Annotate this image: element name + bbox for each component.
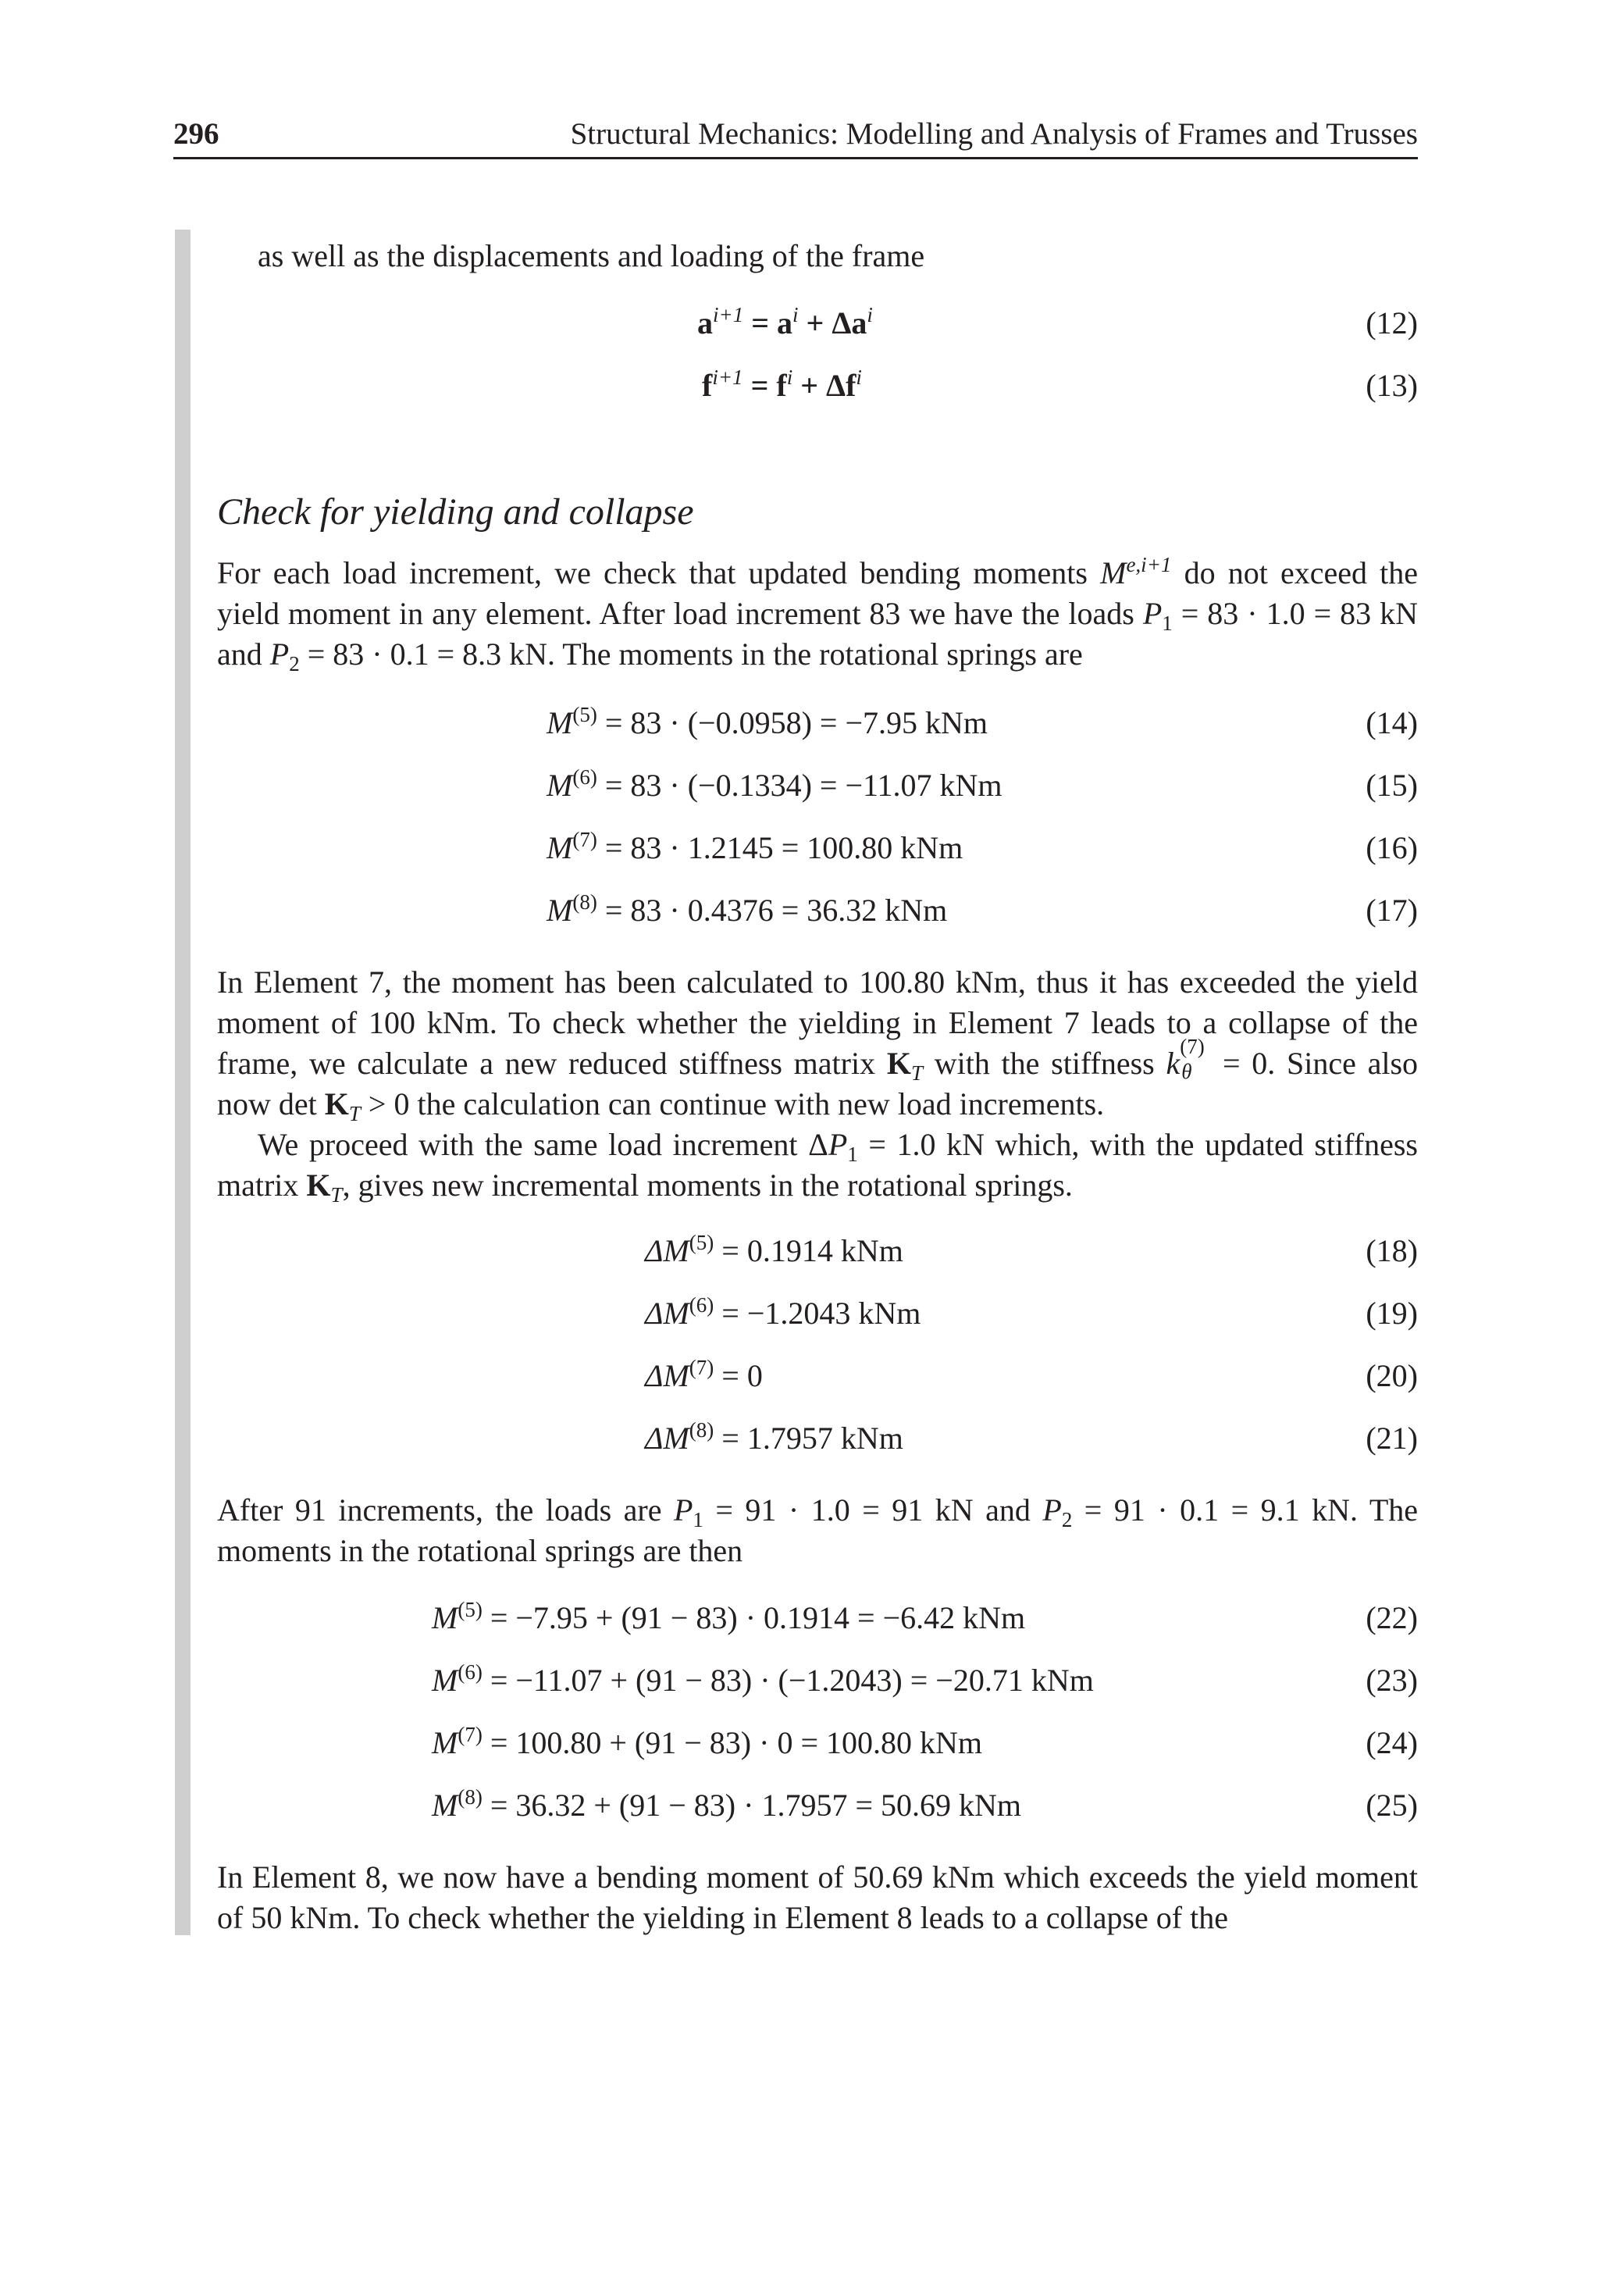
equation-number: (18) <box>1366 1233 1418 1268</box>
equation-number: (25) <box>1366 1788 1418 1823</box>
paragraph-3: We proceed with the same load increment $\Delta P_1 = 1.0$ kN which, with the updated stiffness matrix $K_T$, gives new incremental moments in the rotational springs. <box>217 1127 1418 1207</box>
equation-number: (21) <box>1366 1421 1418 1456</box>
equation-number: (22) <box>1366 1600 1418 1635</box>
paragraph-2: In Element 7, the moment has been calculated to 100.80 kNm, thus it has exceeded the yield moment of 100 kNm. To check whether the yielding in Element 7 leads to a collapse of the frame, we calculate a new reduced stiffness matrix $K_T$ with the stiffness k (7) θ = 0. Since also now $\det K_T > 0$ the calculation can continue with new load increments. <box>217 964 1419 1126</box>
equation-17-body: $M^{(8)} = 83 \cdot 0.4376 = 36.32$ kNm <box>547 890 948 928</box>
equation-number: (23) <box>1366 1663 1418 1698</box>
equation-23 <box>0 1660 1599 1701</box>
equation-13-body: $f^{i+1} = f^i + \Delta f^i$ <box>702 365 862 403</box>
running-title: Structural Mechanics: Modelling and Analysis of Frames and Trusses <box>570 117 1418 151</box>
equation-14 <box>0 703 1599 743</box>
equation-number: (12) <box>1366 305 1418 340</box>
paragraph-5: In Element 8, we now have a bending moment of 50.69 kNm which exceeds the yield moment of 50 kNm. To check whether the yielding in Element 8 leads to a collapse of the <box>217 1859 1418 1935</box>
equation-21-body: $\Delta M^{(8)} = 1.7957$ kNm <box>645 1418 903 1456</box>
paragraph-1: For each load increment, we check that updated bending moments $M^{e,i+1}$ do not exceed the yield moment in any element. After load increment 83 we have the loads $P_1 = 83 \cdot 1.0 = 83$ kN and $P_2 = 83 \cdot 0.1 = 8.3$ kN. The moments in the rotational springs are <box>217 553 1419 676</box>
running-header <box>173 116 1418 159</box>
equation-14-body: $M^{(5)} = 83 \cdot (-0.0958) = -7.95$ kNm <box>547 703 988 740</box>
equation-number: (19) <box>1366 1296 1418 1331</box>
equation-12 <box>0 303 1599 344</box>
equation-16-body: $M^{(7)} = 83 \cdot 1.2145 = 100.80$ kNm <box>547 828 963 865</box>
equation-19 <box>0 1293 1599 1334</box>
equation-13 <box>0 365 1599 406</box>
equation-number: (16) <box>1366 830 1418 865</box>
equation-18 <box>0 1231 1599 1271</box>
equation-17 <box>0 890 1599 931</box>
equation-19-body: $\Delta M^{(6)} = -1.2043$ kNm <box>645 1293 921 1331</box>
equation-25-body: $M^{(8)} = 36.32 + (91 - 83) \cdot 1.7957 = 50.69$ kNm <box>432 1785 1022 1823</box>
equation-number: (14) <box>1366 705 1418 740</box>
equation-20-body: $\Delta M^{(7)} = 0$ <box>645 1356 763 1393</box>
equation-number: (13) <box>1366 368 1418 403</box>
equation-15 <box>0 765 1599 806</box>
header-rule <box>173 157 1418 159</box>
paragraph-4: After 91 increments, the loads are $P_1 = 91 \cdot 1.0 = 91$ kN and $P_2 = 91 \cdot 0.1 = 9.1$ kN. The moments in the rotational springs are then <box>217 1492 1419 1568</box>
page-number: 296 <box>173 117 219 151</box>
equation-12-body: $a^{i+1} = a^i + \Delta a^i$ <box>697 303 873 340</box>
equation-16 <box>0 828 1599 868</box>
equation-22 <box>0 1598 1599 1638</box>
equation-15-body: $M^{(6)} = 83 \cdot (-0.1334) = -11.07$ kNm <box>547 765 1002 803</box>
equation-23-body: $M^{(6)} = -11.07 + (91 - 83) \cdot (-1.2043) = -20.71$ kNm <box>432 1660 1094 1698</box>
section-heading: Check for yielding and collapse <box>217 491 694 533</box>
equation-24 <box>0 1723 1599 1763</box>
equation-number: (15) <box>1366 768 1418 803</box>
equation-24-body: $M^{(7)} = 100.80 + (91 - 83) \cdot 0 = 100.80$ kNm <box>432 1723 983 1760</box>
intro-text: as well as the displacements and loading of the frame <box>258 238 925 273</box>
equation-22-body: $M^{(5)} = -7.95 + (91 - 83) \cdot 0.1914 = -6.42$ kNm <box>432 1598 1026 1635</box>
equation-20 <box>0 1356 1599 1396</box>
equation-18-body: $\Delta M^{(5)} = 0.1914$ kNm <box>645 1231 903 1268</box>
equation-number: (24) <box>1366 1725 1418 1760</box>
equation-number: (17) <box>1366 893 1418 928</box>
equation-number: (20) <box>1366 1358 1418 1393</box>
equation-25 <box>0 1785 1599 1826</box>
equation-21 <box>0 1418 1599 1459</box>
